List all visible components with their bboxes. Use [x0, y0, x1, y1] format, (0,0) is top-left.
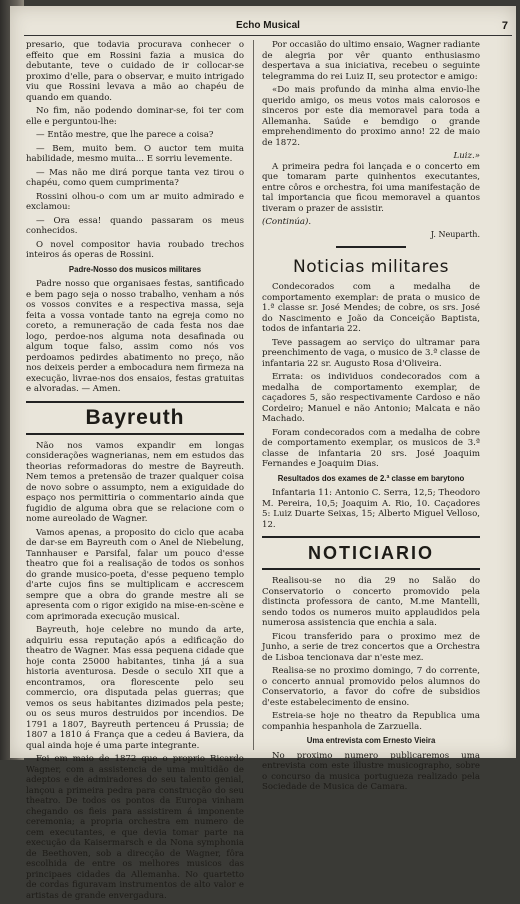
- noticiario-heading: NOTICIARIO: [308, 543, 434, 563]
- noticiario-paragraph: Estreia-se hoje no theatro da Republica uma companhia hespanhola de Zarzuella.: [262, 711, 480, 732]
- noticiario-paragraph: Realisa-se no proximo domingo, 7 do corrente, o concerto annual promovido pelos alumnos do Conservatorio, a favor do cofre de subsidios d'este estabelecimento de ensino.: [262, 666, 480, 708]
- bayreuth-paragraph: Bayreuth, hoje celebre no mundo da arte, adquiriu essa reputação após a edificação do theatro de Wagner. Mas essa pequena cidade que hoje conta 25000 habitantes, tinha já a sua historia aventurosa. Desde o seculo XII que a encontramos, ora florescente pelo seu commercio, ora disputada pelas guerras; que vemos os seus habitantes dizimados pela peste; ou os seus muros destruidos por incendios. De 1791 a 1807, Bayreuth pertenceu á Prussia; de 1807 a 1810 á França que a cedeu á Baviera, da qual ainda hoje é uma parte integrante.: [26, 625, 244, 751]
- intro-paragraph: — Então mestre, que lhe parece a coisa?: [36, 130, 214, 140]
- page-number: 7: [501, 20, 508, 32]
- noticiario-heading-box: [262, 536, 480, 570]
- noticias-paragraph: Errata: os individuos condecorados com a medalha de comportamento exemplar, de caçadores 5, são respectivamente Cardoso e não Cordeiro; Manuel e não Antonio; Malcata e não Machado.: [262, 372, 480, 424]
- column-divider: [253, 40, 254, 750]
- noticias-paragraph: Condecorados com a medalha de comportamento exemplar: de prata o musico de 1.ª classe sr. José Mendes; de cobre, os srs. José do Nascimento e João da Conceição Baptista, todos de infantaria 22.: [262, 282, 480, 334]
- intro-paragraph: No fim, não podendo dominar-se, foi ter com elle e perguntou-lhe:: [26, 106, 244, 127]
- padre-nosso-text: Padre nosso que organisaes festas, santificado e bem pago seja o nosso trabalho, venham a nós os vossos convites e a respectiva massa, seja feita a vossa vontade tanto na egreja como no coreto, a remuneração de cada festa nos dae logo, perdoe-nos alguma nota desafinada ou algum toque falso, assim como nós vos perdoamos pedirdes abatimento no preço, não nos deixeis perder a embocadura nem firmeza na execução, livrae-nos dos ensaios, festas gratuitas e alvoradas. — Amen.: [26, 279, 244, 394]
- bayreuth-continued: Por occasião do ultimo ensaio, Wagner radiante de alegria por vêr quanto enthusiasmo despertava a sua iniciativa, recebeu o seguinte telegramma do rei Luiz II, seu protector e amigo:: [262, 40, 480, 82]
- page-header: [24, 20, 512, 34]
- bayreuth-paragraph: Não nos vamos expandir em longas considerações wagnerianas, nem em estudos das theorias reformadoras do mestre de Bayreuth. Nem temos a pretensão de trazer qualquer coisa de novo sobre o assumpto, nem a exiguidade do espaço nos permittiria o commentario ainda que fugidio de alguma obra que se relacione com o nome aureolado de Wagner.: [26, 440, 244, 524]
- bayreuth-paragraph: Vamos apenas, a proposito do ciclo que acaba de dar-se em Bayreuth com o Anel de Niebelung, Tannhauser e Parsifal, falar um pouco d'esse theatro que foi a realisação de todos os sonhos do grande musico-poeta, d'esse pequeno templo d'arte cujos fins se multiplicam e accrescem sempre que a obra do grande mestre ali se apresenta com o rigor exigido na mise-en-scène e com aprimorada execução musical.: [26, 527, 244, 622]
- intro-paragraph: — Mas não me dirá porque tanta vez tirou o chapéu, como quem cumprimenta?: [26, 167, 244, 188]
- intro-paragraph: presario, que todavia procurava conhecer o effeito que em Rossini fazia a musica do debutante, teve o cuidado de ir collocar-se proximo d'elle, para o observar, e muito intrigado viu que Rossini levava a mão ao chapéu de quando em quando.: [26, 40, 244, 103]
- closing-paragraph: A primeira pedra foi lançada e o concerto em que tomaram parte quinhentos executantes, entre côros e orchestra, foi uma manifestação de tal importancia que ficou memoravel a quantos tiveram o prazer de assistir.: [262, 161, 480, 214]
- telegram-text: «Do mais profundo da minha alma envio-lhe querido amigo, os meus votos mais calorosos e sinceros por este dia memoravel para toda a Allemanha. Saúde e bemdigo o grande emprehendimento do proximo anno! 22 de maio de 1872.: [262, 85, 480, 148]
- bayreuth-heading: Bayreuth: [85, 405, 185, 429]
- continua-note: (Continúa).: [262, 217, 312, 227]
- intro-paragraph: — Ora essa! quando passaram os meus conhecidos.: [26, 215, 244, 236]
- intro-paragraph: — Bem, muito bem. O auctor tem muita habilidade, mesmo muita... E sorriu levemente.: [26, 143, 244, 164]
- exames-heading: Resultados dos exames de 2.ª classe em barytono: [277, 473, 465, 483]
- header-rule: [24, 35, 512, 36]
- bayreuth-heading-box: [26, 401, 244, 435]
- noticias-paragraph: Teve passagem ao serviço do ultramar para preenchimento de vaga, o musico de 3.ª classe de infantaria 22 sr. Augusto Rosa d'Oliveira.: [262, 337, 480, 369]
- exames-text: Infantaria 11: Antonio C. Serra, 12,5; Theodoro M. Pereira, 10,5; Joaquim A. Rio, 10. Caçadores 5: Luiz Duarte Seixas, 15; Alberto Miguel Velloso, 12.: [262, 488, 480, 530]
- telegram-signature: Luiz.»: [453, 151, 480, 161]
- noticiario-paragraph: Realisou-se no dia 29 no Salão do Conservatorio o concerto promovido pela distincta professora de canto, M.me Mantelli, sendo todos os numeros muito applaudidos pela numerosa assistencia que enchia a sala.: [262, 576, 480, 628]
- padre-nosso-heading: Padre-Nosso dos musicos militares: [68, 264, 202, 274]
- right-column: [262, 40, 480, 796]
- bayreuth-paragraph: Foi em maio de 1872 que o proprio Ricardo Wagner, com a assistencia de uma multidão de adeptos e de admiradores do seu talento genial, lançou a primeira pedra para construcção do seu theatro. De todos os pontos da Europa vinham chegando os fieis para assistirem á imponente ceremonia; a propria orchestra em numero de cem executantes, e que devia tomar parte na execução da Kaisermarsch e da Nona symphonia de Beethoven, sob a direcção de Wagner, fôra escolhida de entre os melhores musicos das principaes cidades da Allemanha. No quartetto de cordas figuravam instrumentos de alto valor e artistas de grande envergadura.: [26, 754, 244, 901]
- noticias-paragraph: Foram condecorados com a medalha de cobre de comportamento exemplar, os musicos de 3.ª classe de infantaria 20 srs. José Joaquim Fernandes e Joaquim Dias.: [262, 427, 480, 469]
- noticiario-paragraph: Ficou transferido para o proximo mez de Junho, a serie de trez concertos que a Orchestra de Lisboa tencionava dar n'este mez.: [262, 631, 480, 663]
- ornament-divider: [336, 243, 406, 251]
- intro-paragraph: Rossini olhou-o com um ar muito admirado e exclamou:: [26, 191, 244, 212]
- noticias-heading: Noticias militares: [293, 257, 449, 277]
- intro-paragraph: O novel compositor havia roubado trechos inteiros ás operas de Rossini.: [26, 239, 244, 260]
- entrevista-heading: Uma entrevista com Ernesto Vieira: [306, 736, 436, 745]
- left-column: [26, 40, 244, 904]
- article-author: J. Neuparth.: [430, 229, 480, 239]
- journal-title: Echo Musical: [236, 20, 300, 31]
- entrevista-text: No proximo numero publicaremos uma entrevista com este illustre musicographo, sobre o concurso da musica portugueza realizado pela Sociedade de Musica de Camara.: [262, 750, 480, 792]
